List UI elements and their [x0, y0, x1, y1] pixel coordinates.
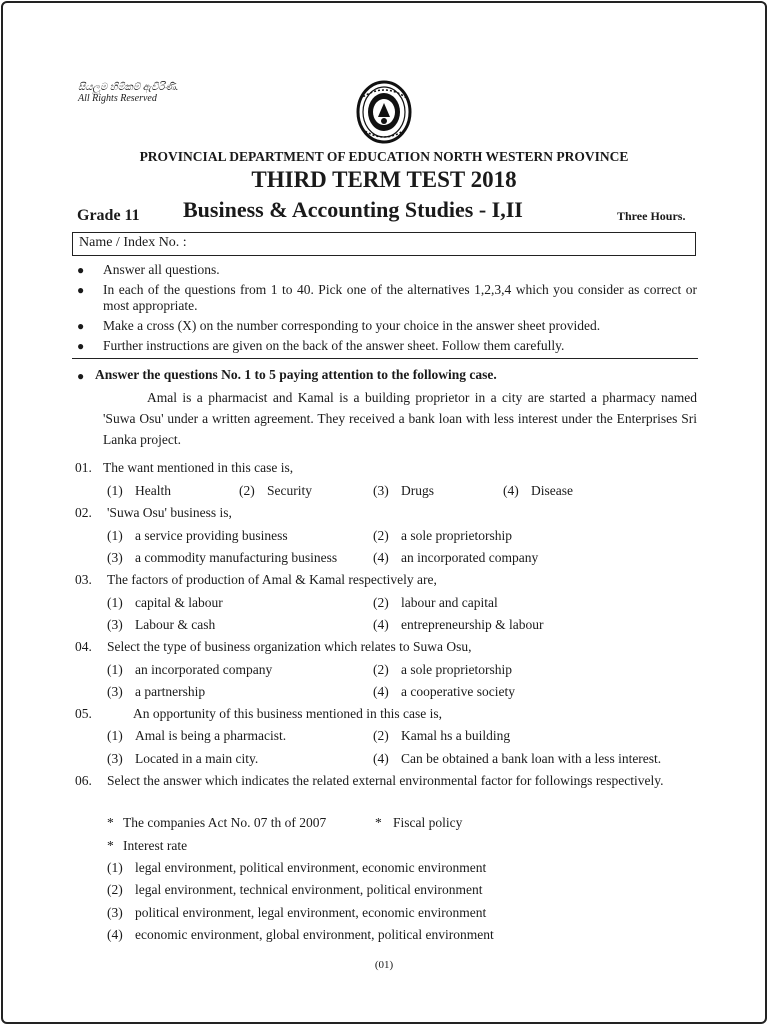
option-number: (3) [107, 905, 123, 920]
option-number: (2) [373, 728, 389, 743]
option-text: a service providing business [135, 528, 288, 543]
option-text: capital & labour [135, 595, 223, 610]
option-number: (1) [107, 528, 123, 543]
question-text: The want mentioned in this case is, [103, 460, 294, 475]
name-index-field[interactable] [72, 232, 696, 256]
rights-notice [78, 82, 178, 104]
bullet-icon: ● [77, 283, 85, 297]
option-number: (2) [239, 483, 255, 498]
option-text: an incorporated company [401, 550, 539, 565]
option-text: Drugs [401, 483, 434, 498]
instruction-item: Answer all questions. [103, 262, 220, 277]
asterisk-icon: * [107, 815, 114, 830]
option-number: (3) [107, 617, 123, 632]
option-number: (2) [373, 662, 389, 677]
factor-item [375, 815, 462, 831]
option-item[interactable] [107, 595, 223, 611]
question-text: An opportunity of this business mentioned in this case is, [133, 706, 442, 721]
option-number: (2) [373, 595, 389, 610]
option-item[interactable] [373, 550, 538, 566]
page-number: (01) [374, 959, 394, 971]
option-number: (3) [373, 483, 389, 498]
instruction-item: Make a cross (X) on the number corresponding to your choice in the answer sheet provided. [103, 318, 601, 333]
option-item[interactable] [373, 483, 434, 499]
option-item[interactable] [503, 483, 573, 499]
test-title: THIRD TERM TEST 2018 [251, 167, 517, 192]
option-number: (4) [373, 617, 389, 632]
factor-text: Interest rate [123, 838, 188, 853]
bullet-icon: ● [77, 263, 85, 277]
option-item[interactable] [373, 595, 498, 611]
option-item[interactable] [107, 550, 337, 566]
government-crest-icon [354, 79, 414, 147]
option-item[interactable] [107, 662, 272, 678]
option-number: (1) [107, 728, 123, 743]
instruction-item: In each of the questions from 1 to 40. Pick one of the alternatives 1,2,3,4 which you consider as correct or most appropriate. [103, 282, 697, 313]
option-item[interactable] [107, 528, 288, 544]
option-item[interactable] [107, 684, 205, 700]
option-number: (4) [503, 483, 519, 498]
rights-english: All Rights Reserved [78, 93, 157, 104]
option-number: (1) [107, 662, 123, 677]
case-heading: Answer the questions No. 1 to 5 paying attention to the following case. [95, 367, 497, 382]
question-number: 01. [75, 460, 92, 475]
option-item[interactable] [239, 483, 312, 499]
option-number: (1) [107, 595, 123, 610]
asterisk-icon: * [107, 838, 114, 853]
option-text: Labour & cash [135, 617, 216, 632]
bullet-icon: ● [77, 319, 85, 333]
option-number: (4) [107, 927, 123, 942]
exam-page [1, 1, 767, 1024]
question-number: 05. [75, 706, 92, 721]
option-number: (4) [373, 684, 389, 699]
option-text: Kamal hs a building [401, 728, 511, 743]
option-text: economic environment, global environment, political environment [135, 927, 494, 942]
option-text: a partnership [135, 684, 206, 699]
option-item[interactable] [373, 528, 512, 544]
option-number: (3) [107, 550, 123, 565]
grade-label: Grade 11 [77, 207, 140, 224]
case-text: Amal is a pharmacist and Kamal is a building proprietor in a city are started a pharmacy named 'Suwa Osu' under a written agreement. They received a bank loan with less interest under the Enterprises Sri Lanka project. [103, 390, 697, 447]
name-index-label: Name / Index No. : [79, 235, 187, 250]
question-number: 03. [75, 572, 92, 587]
section-divider [72, 358, 698, 359]
factor-text: The companies Act No. 07 th of 2007 [123, 815, 327, 830]
question-text: Select the type of business organization which relates to Suwa Osu, [107, 639, 472, 654]
rights-sinhala: සියලුම හිමිකම් ඇවිරිණි. [78, 82, 179, 93]
option-number: (4) [373, 751, 389, 766]
question-text: The factors of production of Amal & Kamal respectively are, [107, 572, 437, 587]
option-text: Located in a main city. [135, 751, 259, 766]
factor-item [107, 815, 326, 831]
option-text: Health [135, 483, 171, 498]
option-text: a commodity manufacturing business [135, 550, 338, 565]
option-item[interactable] [107, 483, 171, 499]
option-text: Disease [531, 483, 573, 498]
option-text: Can be obtained a bank loan with a less interest. [401, 751, 662, 766]
option-number: (4) [373, 550, 389, 565]
option-item[interactable] [107, 882, 483, 898]
option-text: a sole proprietorship [401, 528, 512, 543]
option-item[interactable] [373, 662, 512, 678]
option-text: labour and capital [401, 595, 498, 610]
option-item[interactable] [373, 684, 515, 700]
option-item[interactable] [107, 617, 215, 633]
option-number: (3) [107, 684, 123, 699]
option-text: entrepreneurship & labour [401, 617, 544, 632]
option-number: (2) [107, 882, 123, 897]
bullet-icon: ● [77, 369, 85, 383]
question-text: Select the answer which indicates the related external environmental factor for followings respectively. [107, 773, 664, 788]
option-item[interactable] [107, 751, 258, 767]
option-text: Security [267, 483, 312, 498]
option-number: (2) [373, 528, 389, 543]
option-text: Amal is being a pharmacist. [135, 728, 287, 743]
option-text: legal environment, political environment, economic environment [135, 860, 487, 875]
option-text: a cooperative society [401, 684, 515, 699]
factor-text: Fiscal policy [393, 815, 463, 830]
duration-label: Three Hours. [617, 209, 686, 223]
option-item[interactable] [107, 860, 486, 876]
bullet-icon: ● [77, 339, 85, 353]
option-number: (3) [107, 751, 123, 766]
option-text: a sole proprietorship [401, 662, 512, 677]
question-number: 06. [75, 773, 92, 788]
option-item[interactable] [107, 905, 486, 921]
option-number: (1) [107, 483, 123, 498]
option-item[interactable] [107, 728, 286, 744]
option-text: political environment, legal environment, economic environment [135, 905, 487, 920]
option-item[interactable] [107, 927, 494, 943]
option-number: (1) [107, 860, 123, 875]
asterisk-icon: * [375, 815, 382, 830]
instruction-item: Further instructions are given on the back of the answer sheet. Follow them carefully. [103, 338, 565, 353]
option-item[interactable] [373, 751, 661, 767]
option-item[interactable] [373, 617, 543, 633]
subject-title: Business & Accounting Studies - I,II [183, 197, 523, 222]
option-text: an incorporated company [135, 662, 273, 677]
question-number: 04. [75, 639, 92, 654]
department-title: PROVINCIAL DEPARTMENT OF EDUCATION NORTH WESTERN PROVINCE [139, 149, 629, 164]
option-text: legal environment, technical environment, political environment [135, 882, 483, 897]
option-item[interactable] [373, 728, 510, 744]
question-number: 02. [75, 505, 92, 520]
question-text: 'Suwa Osu' business is, [107, 505, 232, 520]
factor-item [107, 838, 187, 854]
